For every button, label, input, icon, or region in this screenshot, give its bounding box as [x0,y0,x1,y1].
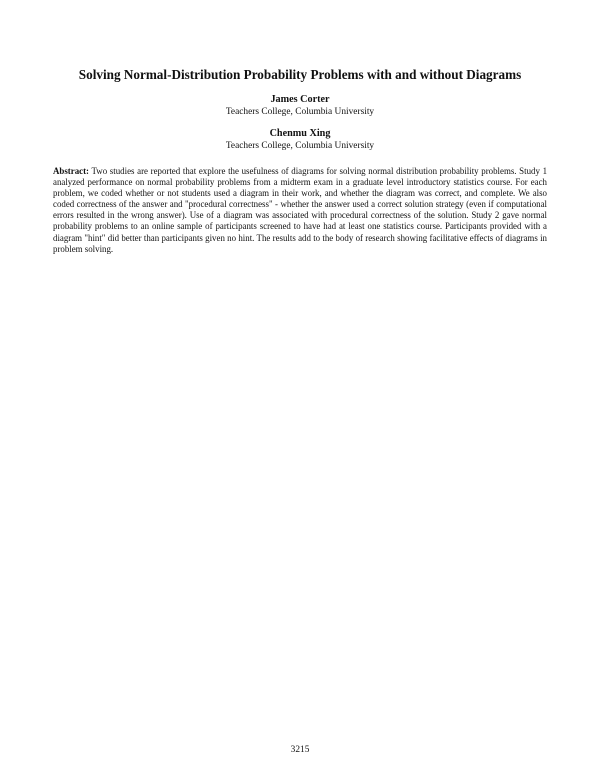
paper-title: Solving Normal-Distribution Probability Problems with and without Diagrams [78,67,522,82]
author-affiliation: Teachers College, Columbia University [225,107,375,117]
abstract [53,166,547,255]
abstract-text: Two studies are reported that explore the usefulness of diagrams for solving normal distribution probability problems. Study 1 analyzed performance on normal probability problems from a midterm exam in a graduate level introductory statistics course. For each problem, we coded whether or not students used a diagram in their work, and whether the diagram was correct, and complete. We also coded correctness of the answer and "procedural correctness" - whether the answer used a correct solution strategy (even if computational errors resulted in the wrong answer). Use of a diagram was associated with procedural correctness of the solution. Study 2 gave normal probability problems to an online sample of participants screened to have had at least one statistics course. Participants provided with a diagram "hint" did better than participants given no hint. The results add to the body of research showing facilitative effects of diagrams in problem solving. [53,166,548,254]
author-name: Chenmu Xing [269,128,331,139]
abstract-label: Abstract: [53,166,89,176]
page-number: 3215 [290,745,310,755]
author-affiliation: Teachers College, Columbia University [225,141,375,151]
author-name: James Corter [270,94,330,105]
